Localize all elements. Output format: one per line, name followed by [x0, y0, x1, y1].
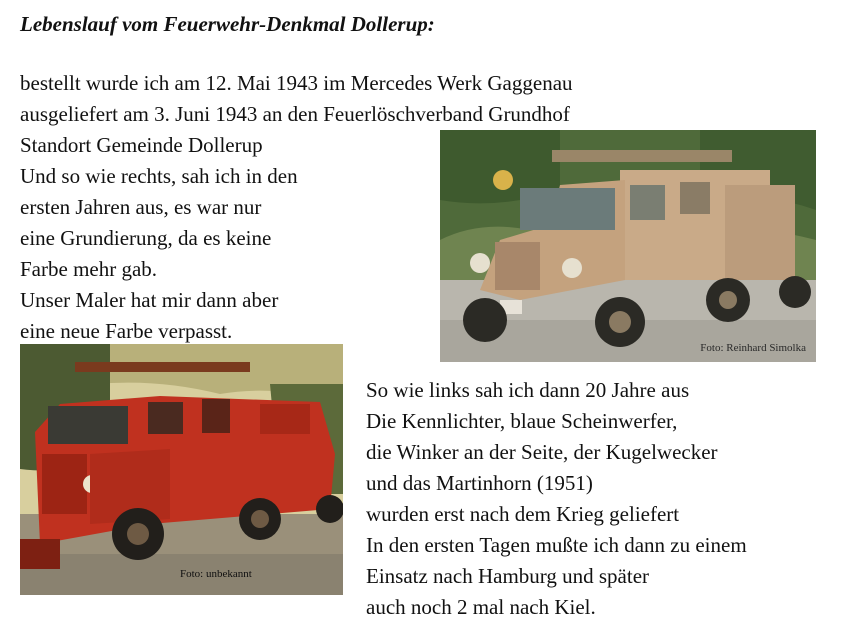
red-truck-image: [20, 344, 343, 595]
text-line: auch noch 2 mal nach Kiel.: [366, 595, 596, 619]
text-line: So wie links sah ich dann 20 Jahre aus: [366, 378, 690, 402]
text-line: Standort Gemeinde Dollerup: [20, 133, 263, 157]
text-line: die Winker an der Seite, der Kugelwecker: [366, 440, 718, 464]
photo-credit: Foto: unbekannt: [180, 568, 252, 580]
text-line: bestellt wurde ich am 12. Mai 1943 im Mercedes Werk Gaggenau: [20, 71, 573, 95]
page-title: Lebenslauf vom Feuerwehr-Denkmal Dollerup:: [20, 12, 435, 36]
photo-credit: Foto: Reinhard Simolka: [700, 342, 806, 354]
text-line: ausgeliefert am 3. Juni 1943 an den Feuerlöschverband Grundhof: [20, 102, 570, 126]
text-line: ersten Jahren aus, es war nur: [20, 195, 262, 219]
text-line: wurden erst nach dem Krieg geliefert: [366, 502, 680, 526]
text-line: eine Grundierung, da es keine: [20, 226, 272, 250]
history-text: [366, 375, 747, 623]
text-line: eine neue Farbe verpasst.: [20, 319, 233, 343]
text-line: Und so wie rechts, sah ich in den: [20, 164, 298, 188]
text-line: In den ersten Tagen mußte ich dann zu einem: [366, 533, 747, 557]
photo-primer-truck: [440, 130, 816, 362]
text-line: Farbe mehr gab.: [20, 257, 158, 281]
text-line: Die Kennlichter, blaue Scheinwerfer,: [366, 409, 678, 433]
text-line: und das Martinhorn (1951): [366, 471, 593, 495]
text-line: Unser Maler hat mir dann aber: [20, 288, 279, 312]
text-line: Einsatz nach Hamburg und später: [366, 564, 650, 588]
primer-truck-image: [440, 130, 816, 362]
photo-red-truck: [20, 344, 343, 595]
